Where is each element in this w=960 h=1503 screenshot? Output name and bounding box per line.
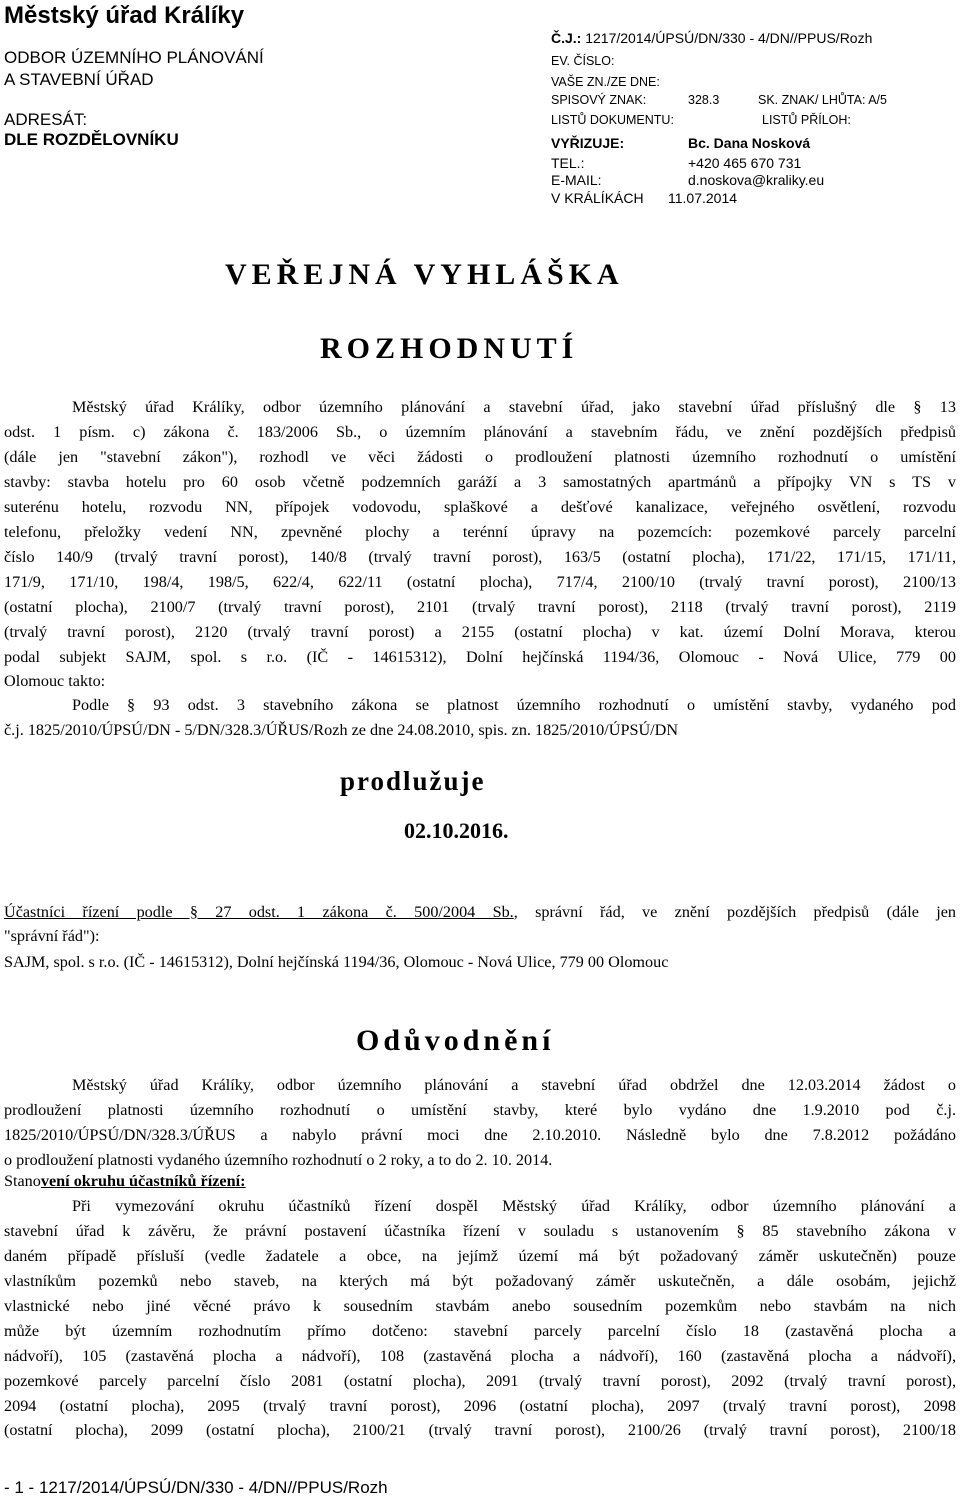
department-line-1: ODBOR ÚZEMNÍHO PLÁNOVÁNÍ	[4, 48, 264, 67]
reference-label: Č.J.:	[551, 30, 582, 46]
reasoning-line: 2094 (ostatní plocha), 2095 (trvalý travní porost), 2096 (ostatní plocha), 2097 (trvalý travní porost), 2098	[4, 1397, 956, 1415]
reasoning-line: pozemkové parcely parcelní číslo 2081 (ostatní plocha), 2091 (trvalý travní porost), 2092 (trvalý travní porost),	[4, 1372, 956, 1390]
reasoning-line: může být územním rozhodnutím přímo dotčeno: stavební parcely parcelní číslo 18 (zastavěná plocha a	[4, 1322, 956, 1340]
reasoning-heading: Odůvodnění	[356, 1024, 555, 1057]
body-line: 171/9, 171/10, 198/4, 198/5, 622/4, 622/11 (ostatní plocha), 717/4, 2100/10 (trvalý travní porost), 2100/13	[4, 573, 956, 591]
phone-label: TEL.:	[551, 155, 585, 171]
public-notice-title: VEŘEJNÁ VYHLÁŠKA	[225, 258, 624, 291]
body-line: stavby: stavba hotelu pro 60 osob včetně podzemních garáží a 3 samostatných apartmánů a přípojky VN s TS v	[4, 473, 956, 491]
retention-mark: SK. ZNAK/ LHŮTA: A/5	[758, 93, 887, 107]
reasoning-line: (ostatní plocha), 2099 (ostatní plocha), 2100/21 (trvalý travní porost), 2100/26 (trvalý travní porost), 2100/18	[4, 1421, 956, 1439]
office-name: Městský úřad Králíky	[4, 2, 245, 29]
scope-heading-plain: Stano	[4, 1172, 41, 1190]
file-mark-label: SPISOVÝ ZNAK:	[551, 93, 647, 107]
decision-date: 02.10.2016.	[404, 818, 509, 843]
file-mark-value: 328.3	[688, 93, 720, 107]
participant-entry: SAJM, spol. s r.o. (IČ - 14615312), Dolní hejčínská 1194/36, Olomouc - Nová Ulice, 779 00 Olomouc	[4, 953, 669, 971]
reasoning-line: daném případě přísluší (vedle žadatele a obce, na jejímž území má být požadovaný záměr uskutečněn) pouze	[4, 1247, 956, 1265]
email-label: E-MAIL:	[551, 172, 602, 188]
your-ref-label: VAŠE ZN./ZE DNE:	[551, 75, 660, 89]
body-line: Podle § 93 odst. 3 stavebního zákona se platnost územního rozhodnutí o umístění stavby, vydaného pod	[72, 696, 956, 714]
attachment-sheets-label: LISTŮ PŘÍLOH:	[762, 113, 851, 127]
handler-name: Bc. Dana Nosková	[688, 135, 811, 151]
body-line: suterénu hotelu, rozvodu NN, přípojek vodovodu, splaškové a dešťové kanalizace, veřejného osvětlení, rozvodu	[4, 498, 956, 516]
participants-heading-cont: "správní řád"):	[4, 927, 100, 945]
reasoning-line: prodloužení platnosti územního rozhodnutí o umístění stavby, které bylo vydáno dne 1.9.2010 pod č.j.	[4, 1101, 956, 1119]
reasoning-line: vlastnické nebo jiné věcné právo k sousedním stavbám anebo sousedním pozemkům nebo stavbám na nich	[4, 1297, 956, 1315]
department-line-2: A STAVEBNÍ ÚŘAD	[4, 70, 154, 89]
addressee-value: DLE ROZDĚLOVNÍKU	[4, 130, 179, 149]
body-line: odst. 1 písm. c) zákona č. 183/2006 Sb., o územním plánování a stavebním řádu, ve znění pozdějších předpisů	[4, 423, 956, 441]
reference-value: 1217/2014/ÚPSÚ/DN/330 - 4/DN//PPUS/Rozh	[585, 30, 873, 46]
body-line: (ostatní plocha), 2100/7 (trvalý travní porost), 2101 (trvalý travní porost), 2118 (trvalý travní porost), 2119	[4, 598, 956, 616]
reference-number	[551, 30, 872, 46]
document-sheets-label: LISTŮ DOKUMENTU:	[551, 113, 674, 127]
decision-verb: prodlužuje	[340, 766, 486, 796]
page-footer: - 1 - 1217/2014/ÚPSÚ/DN/330 - 4/DN//PPUS/Rozh	[4, 1478, 388, 1497]
handler-label: VYŘIZUJE:	[551, 135, 625, 151]
scope-heading-underlined: vení okruhu účastníků řízení:	[40, 1172, 246, 1190]
participants-heading-rest: , správní řád, ve znění pozdějších předpisů (dále jen	[513, 903, 956, 921]
body-line: telefonu, přeložky vedení NN, zpevněné plochy a terénní úpravy na pozemcích: pozemkové parcely parcelní	[4, 523, 956, 541]
phone-value: +420 465 670 731	[688, 155, 802, 171]
reasoning-line: o prodloužení platnosti vydaného územního rozhodnutí o 2 roky, a to do 2. 10. 2014.	[4, 1151, 553, 1169]
reasoning-line: vlastníkům pozemků nebo staveb, na kterých má být požadovaný záměr uskutečněn, a dále osobám, jejichž	[4, 1272, 956, 1290]
reasoning-line: 1825/2010/ÚPSÚ/DN/328.3/ÚŘUS a nabylo právní moci dne 2.10.2010. Následně bylo dne 7.8.2012 požádáno	[4, 1126, 956, 1144]
participants-heading	[4, 903, 956, 922]
email-value: d.noskova@kraliky.eu	[688, 172, 825, 188]
ev-number-label: EV. ČÍSLO:	[551, 54, 615, 68]
body-line: Městský úřad Králíky, odbor územního plánování a stavební úřad, jako stavební úřad příslušný dle § 13	[72, 398, 956, 416]
reasoning-line: Městský úřad Králíky, odbor územního plánování a stavební úřad obdržel dne 12.03.2014 žádost o	[72, 1076, 956, 1094]
body-line: Olomouc takto:	[4, 672, 106, 690]
issue-date: 11.07.2014	[668, 190, 738, 206]
addressee-label: ADRESÁT:	[4, 110, 88, 129]
decision-title: ROZHODNUTÍ	[320, 332, 579, 365]
body-line: podal subjekt SAJM, spol. s r.o. (IČ - 14615312), Dolní hejčínská 1194/36, Olomouc - Nová Ulice, 779 00	[4, 648, 956, 666]
participants-scope-heading	[4, 1172, 246, 1191]
body-line: číslo 140/9 (trvalý travní porost), 140/8 (trvalý travní porost), 163/5 (ostatní plocha), 171/22, 171/15, 171/11,	[4, 548, 956, 566]
reasoning-line: nádvoří), 105 (zastavěná plocha a nádvoří), 108 (zastavěná plocha a nádvoří), 160 (zastavěná plocha a nádvoří),	[4, 1347, 956, 1365]
place-label: V KRÁLÍKÁCH	[551, 190, 644, 206]
participants-heading-underlined: Účastníci řízení podle § 27 odst. 1 zákona č. 500/2004 Sb.	[4, 903, 514, 921]
body-line: č.j. 1825/2010/ÚPSÚ/DN - 5/DN/328.3/ÚŘUS/Rozh ze dne 24.08.2010, spis. zn. 1825/2010/ÚPSÚ/DN	[4, 721, 679, 739]
body-line: (dále jen "stavební zákon"), rozhodl ve věci žádosti o prodloužení platnosti územního rozhodnutí o umístění	[4, 448, 956, 466]
reasoning-line: stavební úřad k závěru, že právní postavení účastníka řízení v souladu s ustanovením § 85 stavebního zákona v	[4, 1222, 956, 1240]
reasoning-line: Při vymezování okruhu účastníků řízení dospěl Městský úřad Králíky, odbor územního plánování a	[72, 1197, 956, 1215]
body-line: (trvalý travní porost), 2120 (trvalý travní porost) a 2155 (ostatní plocha) v kat. území Dolní Morava, kterou	[4, 623, 956, 641]
